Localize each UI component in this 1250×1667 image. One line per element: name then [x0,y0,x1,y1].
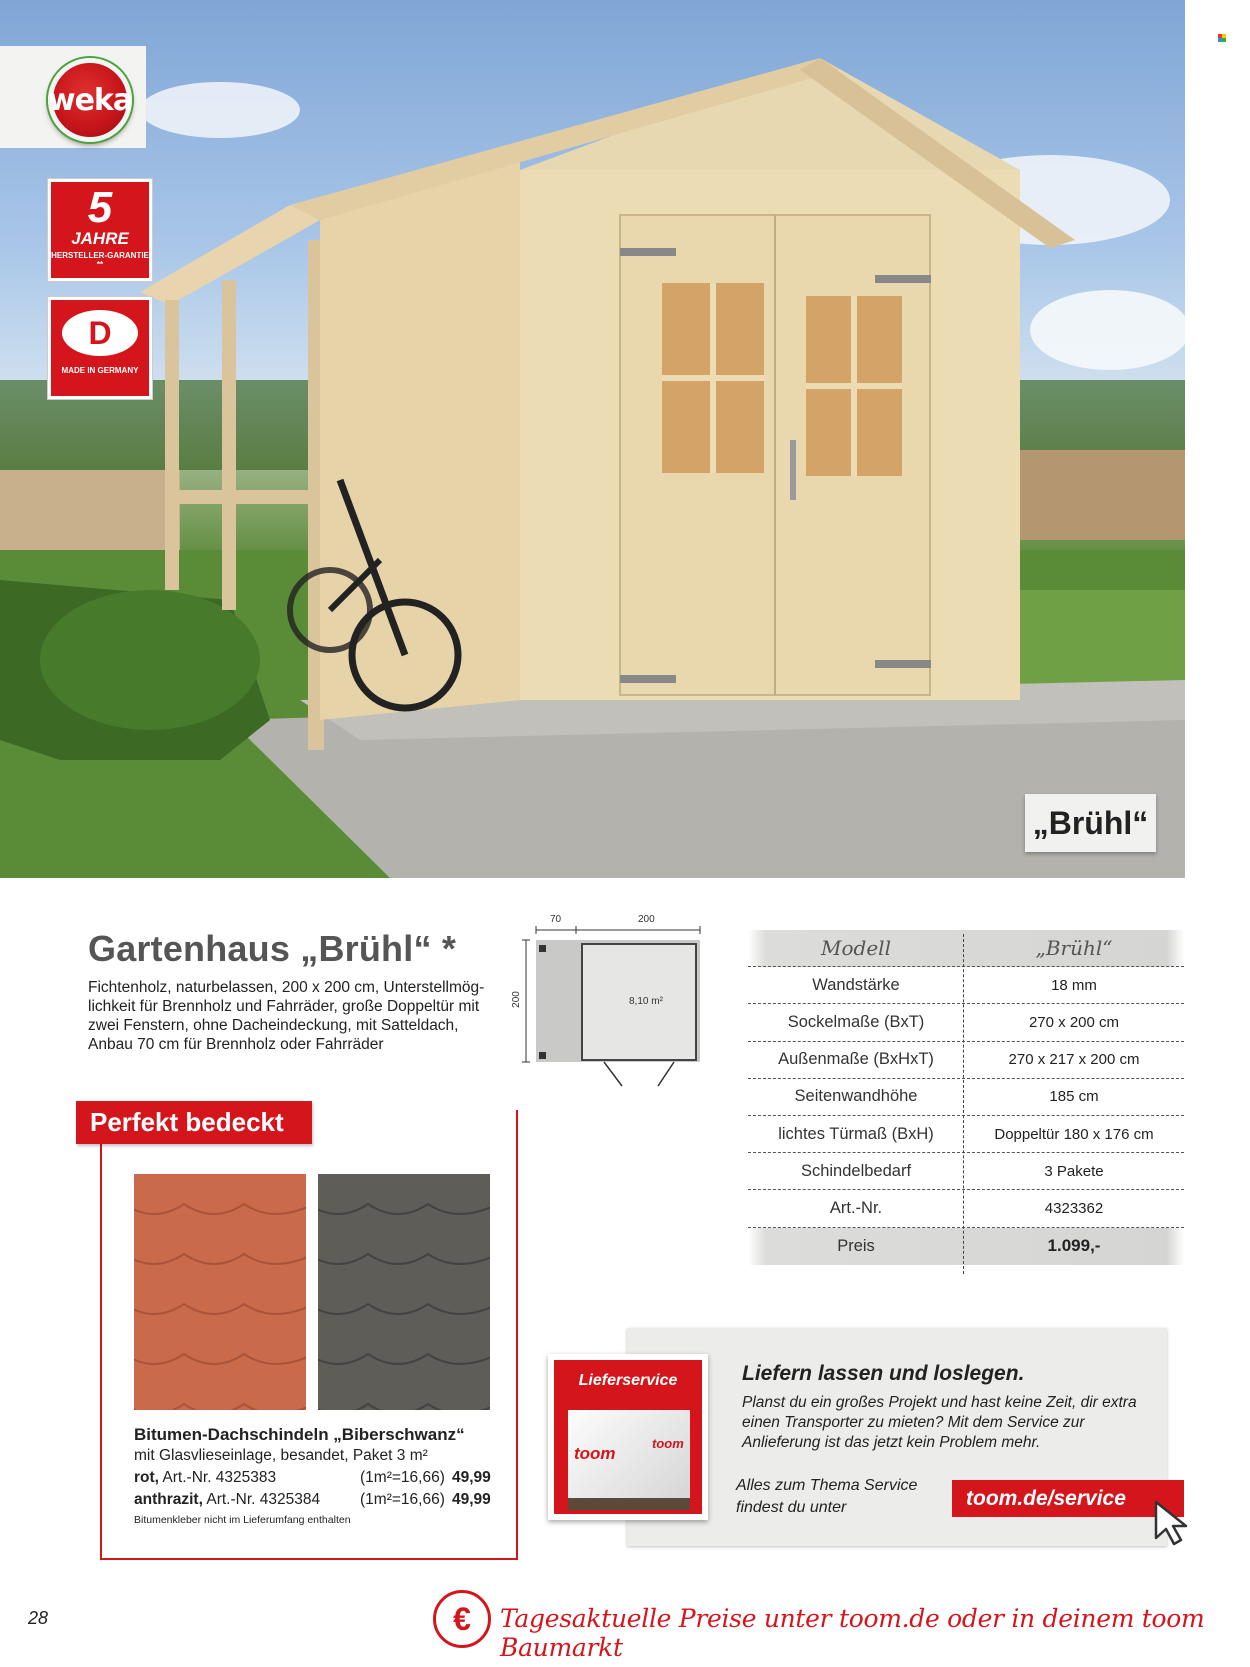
shingle-red-pattern [134,1174,306,1410]
pallet-icon [568,1498,690,1510]
row-value: 270 x 217 x 200 cm [1008,1051,1140,1069]
row-value: 3 Pakete [1044,1162,1104,1180]
table-row [748,1079,1184,1116]
row-value: 185 cm [1049,1088,1099,1106]
variant-art-nr: Art.-Nr. 4325383 [162,1469,277,1486]
service-footer-text: Alles zum Thema Service findest du unter [736,1477,918,1516]
dim-depth: 200 [510,991,522,1008]
row-label: lichtes Türmaß (BxH) [778,1124,934,1143]
service-link[interactable]: toom.de/service [952,1480,1184,1517]
cursor-icon [1152,1498,1200,1548]
service-text: Planst du ein großes Projekt und hast keine Zeit, dir extra einen Transporter zu mieten? Mit dem Service zur Anlieferung ist das jetzt kein Problem mehr. [742,1394,1137,1451]
dim-anbau: 70 [550,914,562,925]
euro-icon: € [433,1590,491,1648]
table-row [748,1153,1184,1190]
floorplan-diagram [512,914,716,1094]
table-row [748,967,1184,1004]
shingle-red-image [134,1174,306,1410]
price-label: Preis [837,1236,875,1255]
variant-unit-price: (1m²=16,66) [360,1469,445,1486]
row-label: Sockelmaße (BxT) [787,1012,925,1031]
variant-price: 49,99 [452,1469,491,1486]
floorplan-drawing [512,914,716,1094]
row-value: 4323362 [1044,1199,1104,1217]
roofing-variant-anthracite [134,1491,494,1509]
toom-logo-side: toom [652,1436,684,1451]
toom-logo: toom [574,1444,616,1463]
model-name-tag: „Brühl“ [1025,794,1156,852]
roofing-title: Bitumen-Dachschindeln „Biberschwanz“ [134,1425,465,1444]
guarantee-badge [48,179,152,281]
product-title: Gartenhaus „Brühl“ * [88,928,457,969]
weka-logo-text: weka [47,82,133,118]
shingle-anthracite-pattern [318,1174,490,1410]
header-model: Modell [821,936,891,961]
guarantee-years: 5 [87,183,113,232]
header-name: „Brühl“ [1035,936,1113,961]
variant-art-nr: Art.-Nr. 4325384 [206,1491,321,1508]
service-title: Liefern lassen und loslegen. [742,1362,1025,1385]
row-label: Außenmaße (BxHxT) [778,1050,934,1069]
garden-shed-illustration [0,0,1185,878]
country-code: D [62,310,138,356]
table-row [748,1004,1184,1041]
table-row [748,1116,1184,1153]
row-value: 270 x 200 cm [1028,1013,1120,1031]
price-value: 1.099,- [1047,1236,1101,1256]
guarantee-sub: HERSTELLER-GARANTIE ** [51,251,149,269]
variant-color: anthrazit, [134,1491,203,1508]
row-value: 18 mm [1051,976,1097,994]
product-description: Fichtenholz, naturbelassen, 200 x 200 cm, Unterstellmöglichkeit für Brennholz und Fahrräder, große Doppeltür mit zwei Fenstern, ohne Dacheindeckung, mit Satteldach, Anbau 70 cm für Brennholz oder Fahrräder [88,979,485,1053]
variant-price: 49,99 [452,1491,491,1508]
footer-slogan: Tagesaktuelle Preise unter toom.de oder in deinem toom Baumarkt [500,1604,1205,1662]
roofing-note: Bitumenkleber nicht im Lieferumfang enthalten [134,1514,351,1526]
hero-image [0,0,1185,878]
price-row [748,1228,1184,1265]
table-row [748,1042,1184,1079]
delivery-crate-icon [568,1410,690,1498]
weka-logo [48,58,132,142]
dim-width: 200 [638,914,655,925]
roofing-subtitle: mit Glasvlieseinlage, besandet, Paket 3 m² [134,1447,428,1464]
perfekt-bedeckt-banner: Perfekt bedeckt [76,1101,312,1144]
spec-table [748,930,1184,1265]
row-label: Seitenwandhöhe [794,1087,918,1106]
spec-table-header [748,930,1184,967]
roofing-variant-red [134,1469,494,1487]
lieferservice-badge [548,1354,708,1520]
row-label: Schindelbedarf [800,1161,912,1180]
spec-table-divider [963,934,964,1274]
row-label: Art.-Nr. [829,1198,883,1217]
table-row [748,1190,1184,1227]
page-number: 28 [28,1608,49,1628]
floor-area: 8,10 m² [629,996,663,1007]
shingle-anthracite-image [318,1174,490,1410]
row-value: Doppeltür 180 x 176 cm [994,1125,1154,1143]
made-in-germany-badge [48,297,152,399]
made-in-label: MADE IN GERMANY [61,366,139,375]
variant-color: rot, [134,1469,159,1486]
variant-unit-price: (1m²=16,66) [360,1491,445,1508]
row-label: Wandstärke [812,975,900,994]
guarantee-label: JAHRE [71,229,129,248]
lieferservice-label: Lieferservice [578,1372,678,1389]
color-squares-icon [1218,34,1226,42]
